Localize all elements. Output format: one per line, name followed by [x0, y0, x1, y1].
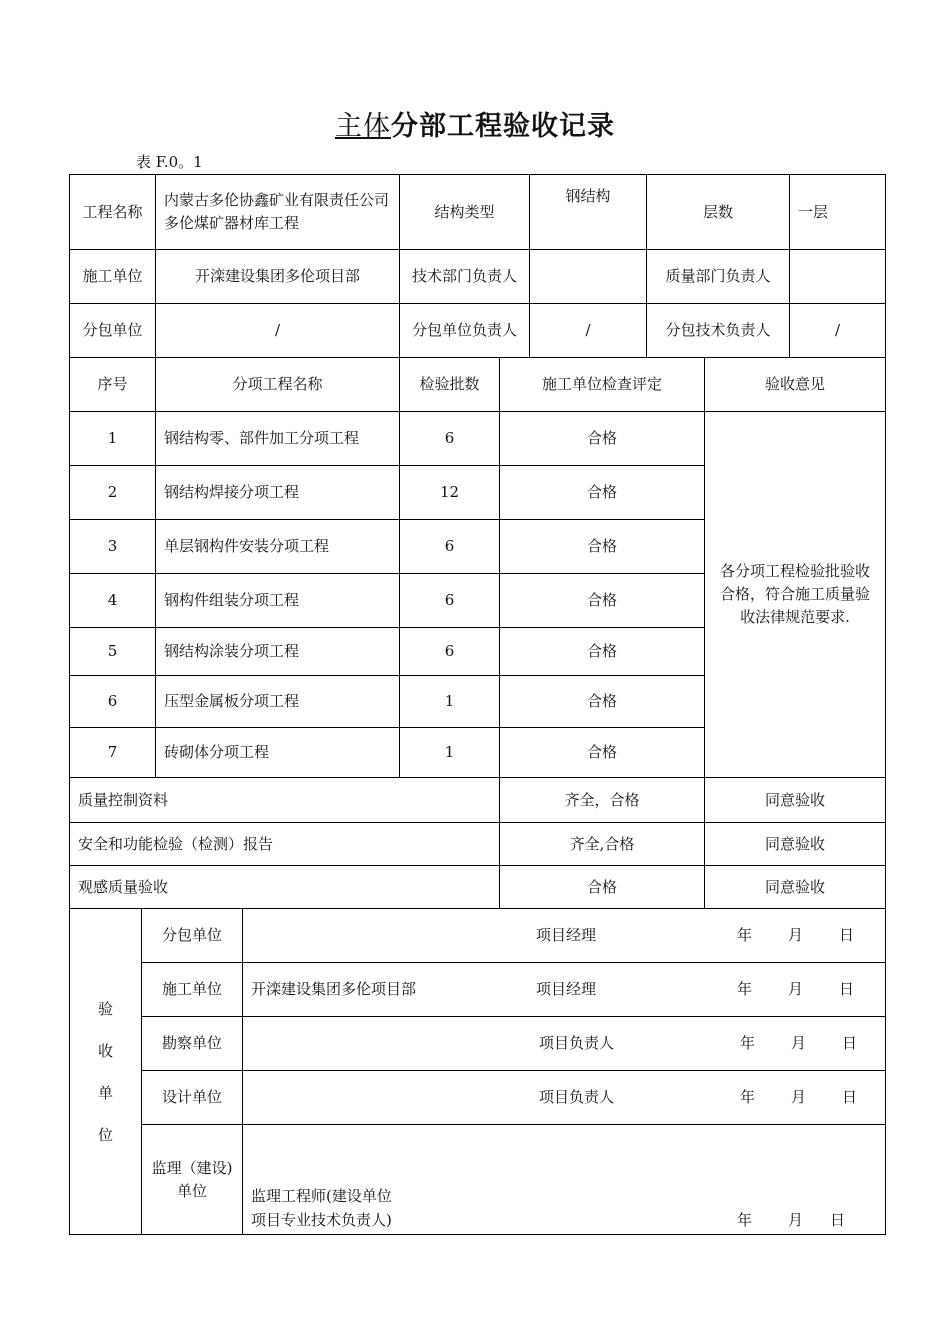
row-name: 压型金属板分项工程 — [156, 676, 400, 728]
row-result: 合格 — [500, 412, 705, 466]
extra-opinion: 同意验收 — [705, 866, 886, 909]
row-name: 钢结构涂装分项工程 — [156, 628, 400, 676]
tech-head-value — [530, 250, 647, 304]
row-no: 6 — [70, 676, 156, 728]
project-name-value: 内蒙古多伦协鑫矿业有限责任公司多伦煤矿器材库工程 — [156, 175, 400, 250]
extra-result: 齐全,合格 — [500, 823, 705, 866]
signature-cell — [243, 909, 886, 963]
sub-tech-head-label: 分包技术负责人 — [647, 304, 790, 358]
row-no: 4 — [70, 574, 156, 628]
col-header-check: 施工单位检查评定 — [500, 358, 705, 412]
structure-type-label: 结构类型 — [400, 175, 530, 250]
row-no: 1 — [70, 412, 156, 466]
contractor-value: 开滦建设集团多伦项目部 — [156, 250, 400, 304]
day-label: 日 — [842, 1088, 858, 1106]
supervisor-line-1: 监理工程师(建设单位 — [251, 1187, 392, 1205]
row-batches: 6 — [400, 412, 500, 466]
year-label: 年 — [740, 1088, 756, 1106]
signature-cell — [243, 963, 886, 1017]
day-label: 日 — [839, 926, 855, 944]
year-label: 年 — [737, 1211, 753, 1229]
row-batches: 6 — [400, 628, 500, 676]
row-batches: 12 — [400, 466, 500, 520]
row-name: 钢结构焊接分项工程 — [156, 466, 400, 520]
table-row — [70, 866, 886, 909]
row-result: 合格 — [500, 574, 705, 628]
year-label: 年 — [737, 980, 753, 998]
structure-type-value: 钢结构 — [530, 175, 647, 250]
row-name: 单层钢构件安装分项工程 — [156, 520, 400, 574]
row-batches: 6 — [400, 520, 500, 574]
quality-head-label: 质量部门负责人 — [647, 250, 790, 304]
extra-name: 质量控制资料 — [70, 778, 500, 823]
group-char: 单 — [97, 1083, 113, 1102]
extra-result: 齐全，合格 — [500, 778, 705, 823]
day-label: 日 — [830, 1211, 846, 1229]
role-label: 项目经理 — [536, 926, 597, 944]
col-header-no: 序号 — [70, 358, 156, 412]
acceptance-units-table — [69, 908, 886, 1235]
signature-cell — [243, 1017, 886, 1071]
quality-head-value — [790, 250, 886, 304]
group-char: 位 — [97, 1125, 113, 1144]
project-name-label: 工程名称 — [70, 175, 156, 250]
table-row — [70, 823, 886, 866]
supervisor-unit-label: 监理（建设)单位 — [142, 1125, 243, 1235]
role-label: 项目经理 — [536, 980, 597, 998]
unit-label: 分包单位 — [142, 909, 243, 963]
row-result: 合格 — [500, 520, 705, 574]
sub-unit-value: / — [156, 304, 400, 358]
month-label: 月 — [788, 926, 804, 944]
extra-result: 合格 — [500, 866, 705, 909]
row-name: 砖砌体分项工程 — [156, 728, 400, 778]
contractor-label: 施工单位 — [70, 250, 156, 304]
row-no: 3 — [70, 520, 156, 574]
table-row — [70, 778, 886, 823]
unit-label: 设计单位 — [142, 1071, 243, 1125]
title-main-part: 分部工程验收记录 — [391, 111, 615, 142]
year-label: 年 — [740, 1034, 756, 1052]
document-title — [0, 104, 950, 143]
col-header-name: 分项工程名称 — [156, 358, 400, 412]
extra-name: 安全和功能检验（检测）报告 — [70, 823, 500, 866]
acceptance-opinion: 各分项工程检验批验收合格，符合施工质量验收法律规范要求. — [705, 412, 886, 778]
row-result: 合格 — [500, 466, 705, 520]
unit-name: 开滦建设集团多伦项目部 — [251, 980, 417, 998]
title-underlined-part: 主体 — [335, 111, 391, 142]
row-result: 合格 — [500, 628, 705, 676]
floors-value: 一层 — [790, 175, 886, 250]
col-header-batches: 检验批数 — [400, 358, 500, 412]
day-label: 日 — [842, 1034, 858, 1052]
supervisor-line-2: 项目专业技术负责人) — [251, 1211, 392, 1229]
row-batches: 1 — [400, 728, 500, 778]
group-char: 验 — [97, 999, 113, 1018]
month-label: 月 — [788, 980, 804, 998]
tech-head-label: 技术部门负责人 — [400, 250, 530, 304]
row-result: 合格 — [500, 676, 705, 728]
extra-opinion: 同意验收 — [705, 778, 886, 823]
acceptance-group-label — [70, 909, 142, 1235]
row-no: 7 — [70, 728, 156, 778]
table-row — [70, 412, 886, 466]
extra-name: 观感质量验收 — [70, 866, 500, 909]
floors-label: 层数 — [647, 175, 790, 250]
role-label: 项目负责人 — [539, 1088, 615, 1106]
sub-tech-head-value: / — [790, 304, 886, 358]
month-label: 月 — [791, 1034, 807, 1052]
month-label: 月 — [788, 1211, 804, 1229]
row-result: 合格 — [500, 728, 705, 778]
month-label: 月 — [791, 1088, 807, 1106]
day-label: 日 — [839, 980, 855, 998]
signature-cell — [243, 1071, 886, 1125]
sub-items-table — [69, 357, 886, 909]
row-name: 钢构件组装分项工程 — [156, 574, 400, 628]
table-number: 表 F.0。1 — [136, 153, 203, 171]
sub-unit-head-value: / — [530, 304, 647, 358]
col-header-opinion: 验收意见 — [705, 358, 886, 412]
year-label: 年 — [737, 926, 753, 944]
supervisor-signature-cell — [243, 1125, 886, 1235]
extra-opinion: 同意验收 — [705, 823, 886, 866]
row-name: 钢结构零、部件加工分项工程 — [156, 412, 400, 466]
row-no: 2 — [70, 466, 156, 520]
unit-label: 勘察单位 — [142, 1017, 243, 1071]
row-batches: 6 — [400, 574, 500, 628]
unit-label: 施工单位 — [142, 963, 243, 1017]
project-info-table — [69, 174, 886, 358]
row-no: 5 — [70, 628, 156, 676]
group-char: 收 — [97, 1041, 113, 1060]
role-label: 项目负责人 — [539, 1034, 615, 1052]
sub-unit-label: 分包单位 — [70, 304, 156, 358]
row-batches: 1 — [400, 676, 500, 728]
sub-unit-head-label: 分包单位负责人 — [400, 304, 530, 358]
